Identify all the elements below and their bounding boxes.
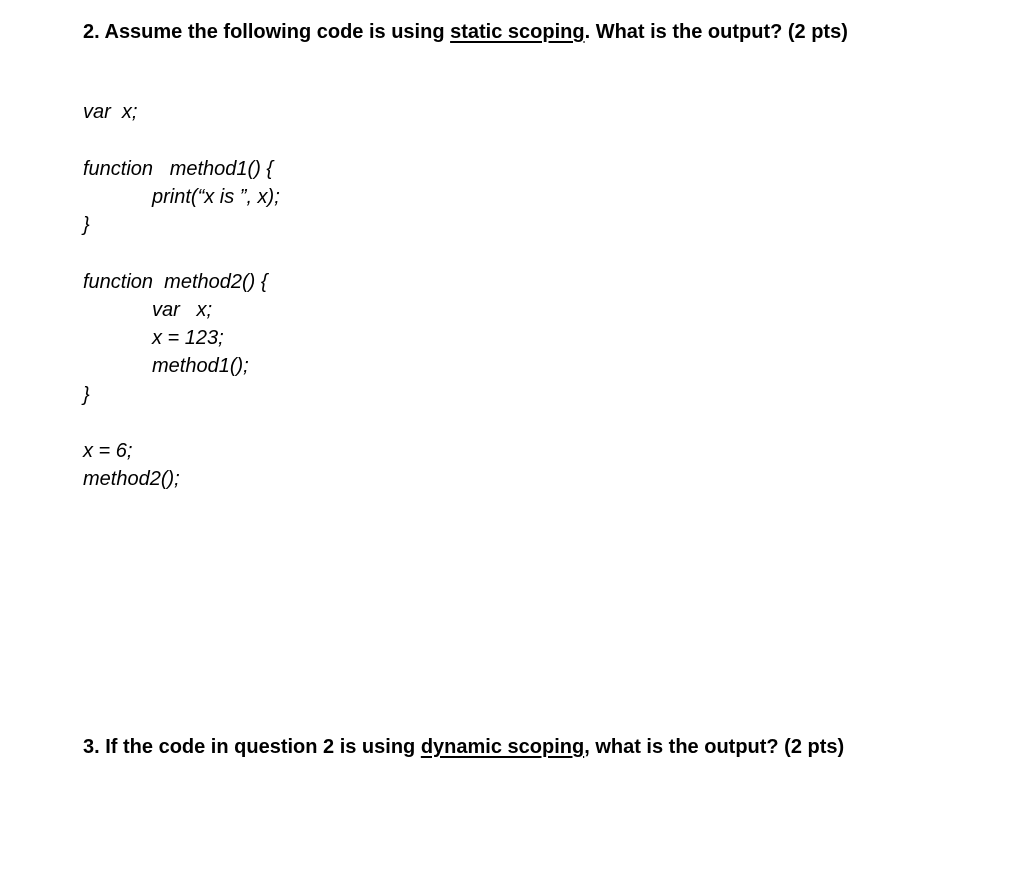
code-line: method1(); [152, 355, 249, 377]
question-3-suffix: , what is the output? (2 pts) [584, 736, 845, 758]
code-line: x = 6; [83, 440, 133, 462]
code-line: method2(); [83, 468, 180, 490]
question-3-prompt [83, 735, 844, 759]
code-line: print(“x is ”, x); [152, 186, 280, 208]
question-3-prefix: 3. If the code in question 2 is using [83, 736, 421, 758]
question-2-prefix: 2. Assume the following code is using [83, 21, 451, 43]
code-line: var x; [152, 299, 213, 321]
question-2-prompt [83, 20, 848, 44]
code-line: function method1() { [83, 158, 274, 180]
code-line: } [83, 384, 90, 406]
question-2-emphasis: static scoping [450, 21, 585, 43]
code-line: function method2() { [83, 271, 268, 293]
code-line: } [83, 214, 90, 236]
question-2-suffix: . What is the output? (2 pts) [584, 21, 848, 43]
code-line: var x; [83, 101, 138, 123]
question-3-emphasis: dynamic scoping [420, 736, 585, 758]
code-line: x = 123; [152, 327, 224, 349]
